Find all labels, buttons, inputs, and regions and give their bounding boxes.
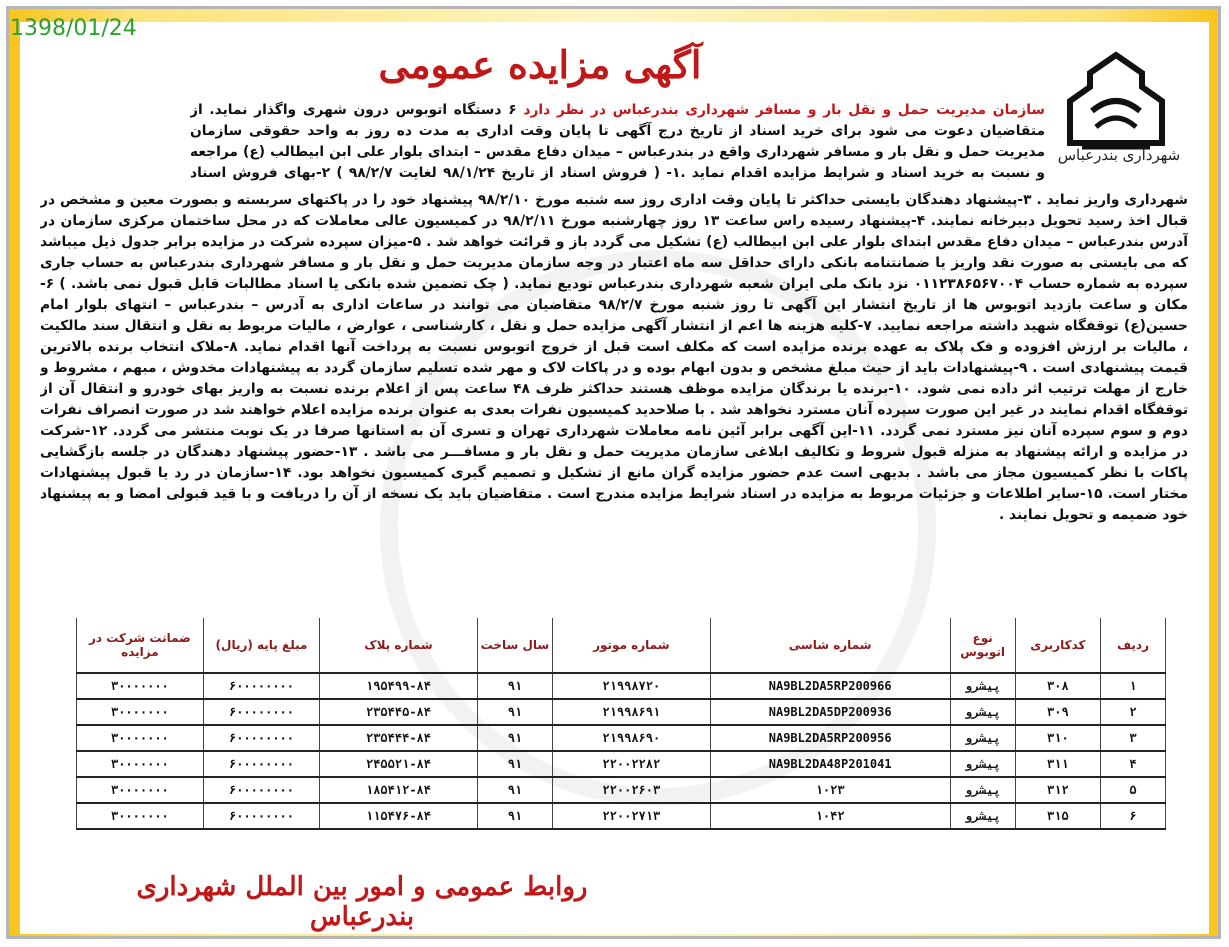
publish-date: 1398/01/24 bbox=[10, 16, 137, 41]
table-header-row bbox=[77, 618, 1166, 673]
cell: ۳۱۵ bbox=[1015, 803, 1101, 829]
cell: ۳۰۰۰۰۰۰۰ bbox=[77, 725, 204, 751]
intro-paragraph bbox=[190, 100, 1045, 186]
cell: پیشرو bbox=[950, 673, 1015, 699]
col-header: شماره موتور bbox=[553, 618, 711, 673]
cell: ۲۱۹۹۸۷۲۰ bbox=[553, 673, 711, 699]
col-header: کدکاربری bbox=[1015, 618, 1101, 673]
cell: ۱۰۲۳ bbox=[710, 777, 950, 803]
logo-caption: شهرداری بندرعباس bbox=[1057, 146, 1181, 164]
conditions-paragraph: شهرداری واریز نماید . ۳-پیشنهاد دهندگان بایستی حداکثر تا پایان وقت اداری روز سه شنبه مورخ ۹۸/۲/۱۰ پیشنهاد خود را در پاکتهای سربسته و بصورت معین و مشخص در قبال اخذ رسید تحویل دبیرخانه نمایند. ۴-پیشنهاد رسیده راس ساعت ۱۳ روز چهارشنبه مورخ ۹۸/۲/۱۱ در کمیسیون عالی معاملات که در محل ساختمان مرکزی سازمان در آدرس بندرعباس – میدان دفاع مقدس ابتدای بلوار علی ابن ابیطالب (ع) تشکیل می گردد باز و قرائت خواهد شد . ۵-میزان سپرده شرکت در مزایده برابر جدول ذیل میباشد که می بایستی به صورت نقد واریز یا ضمانتنامه بانکی دارای حداقل سه ماه اعتبار در وجه سازمان مدیریت حمل و نقل بار و مسافر شهرداری بندرعباس به حساب جاری سپرده به شماره حساب ۰۱۱۲۳۸۶۵۶۷۰۰۴ نزد بانک ملی ایران شعبه شهرداری بندرعباس تودیع نماید. ( چک تضمین شده بانکی یا اسناد مطالبات قابل قبول نمی باشد. ) ۶-مکان و ساعت بازدید اتوبوس ها از تاریخ انتشار این آگهی تا روز شنبه مورخ ۹۸/۲/۷ متقاضیان می توانند در ساعات اداری به آدرس – بندرعباس – انتهای بلوار امام حسین(ع) توقفگاه شهید داشته مراجعه نمایید. ۷-کلیه هزینه ها اعم از انتشار آگهی مزایده حمل و نقل ، کارشناسی ، عوارض ، مالیات مربوط به نقل و انتقال سند مالکیت ، مالیات بر ارزش افزوده و فک پلاک به عهده برنده مزایده است که مکلف است قبل از خروج اتوبوس نسبت به پرداخت آنها اقدام نماید. ۸-ملاک انتخاب برنده بالاترین قیمت پیشنهادی است . ۹-پیشنهادات باید از حیث مبلغ مشخص و بدون ابهام بوده و در پاکات لاک و مهر شده تسلیم سازمان گردد به پیشنهادات مخدوش ، مبهم ، مشروط و خارج از مهلت ترتیب اثر داده نمی شود. ۱۰-برنده یا برندگان مزایده موظف هستند حداکثر ظرف ۴۸ ساعت پس از اعلام برنده نسبت به واریز بهای خودرو و انتقال آن از توقفگاه اقدام نمایند در غیر این صورت سپرده آنان مسترد نخواهد شد . با صلاحدید کمیسیون نفرات بعدی به عنوان برنده مزایده اعلام خواهند شد در صورت انصراف نفرات دوم و سوم سپرده آنان نیز مسترد نمی گردد. ۱۱-این آگهی برابر آئین نامه معاملات شهرداری تهران و تسری آن به استانها صرفا در یک نوبت منتشر می گردد. ۱۲-شرکت در مزایده و ارائه پیشنهاد به منزله قبول شروط و تکالیف ابلاغی سازمان مدیریت حمل و نقل بار و مسافـــر می باشد . ۱۳-حضور پیشنهاد دهندگان در جلسه بازگشایی پاکات با نظر کمیسیون مجاز می باشد . بدیهی است عدم حضور مزایده گران مانع از تشکیل و تصمیم گیری کمیسیون نخواهد بود. ۱۴-سازمان در رد یا قبول پیشنهادات مختار است. ۱۵-سایر اطلاعات و جزئیات مربوط به مزایده در اسناد شرایط مزایده مندرج است . متقاضیان باید یک نسخه از آن را دریافت و با قید قبولی امضا و به پیشنهاد خود ضمیمه و تحویل نمایند . bbox=[40, 192, 1188, 523]
cell: ۶۰۰۰۰۰۰۰۰ bbox=[203, 725, 319, 751]
cell: ۱۸۵۴۱۲-۸۴ bbox=[320, 777, 478, 803]
col-header: شماره پلاک bbox=[320, 618, 478, 673]
cell: ۹۱ bbox=[477, 751, 552, 777]
table-row bbox=[77, 725, 1166, 751]
col-header: سال ساخت bbox=[477, 618, 552, 673]
cell: ۹۱ bbox=[477, 673, 552, 699]
buses-table bbox=[76, 618, 1166, 830]
cell: ۶۰۰۰۰۰۰۰۰ bbox=[203, 751, 319, 777]
cell: پیشرو bbox=[950, 751, 1015, 777]
cell: ۱۹۵۴۹۹-۸۴ bbox=[320, 673, 478, 699]
col-header: شماره شاسی bbox=[710, 618, 950, 673]
cell: ۶۰۰۰۰۰۰۰۰ bbox=[203, 699, 319, 725]
cell: ۳۰۸ bbox=[1015, 673, 1101, 699]
cell: ۴ bbox=[1101, 751, 1166, 777]
cell: ۶۰۰۰۰۰۰۰۰ bbox=[203, 673, 319, 699]
cell: ۳ bbox=[1101, 725, 1166, 751]
cell: پیشرو bbox=[950, 803, 1015, 829]
cell: ۳۱۲ bbox=[1015, 777, 1101, 803]
cell: ۲۲۰۰۲۶۰۳ bbox=[553, 777, 711, 803]
cell: ۳۰۰۰۰۰۰۰ bbox=[77, 751, 204, 777]
intro-text: ۶ دستگاه اتوبوس درون شهری واگذار نماید. از متقاضیان دعوت می شود برای خرید اسناد از تاریخ درج آگهی تا پایان وقت اداری به مدت ده روز به واحد حقوقی سازمان مدیریت حمل و نقل بار و مسافر شهرداری واقع در بندرعباس – میدان دفاع مقدس – ابتدای بلوار علی ابن ابیطالب (ع) مراجعه و نسبت به خرید اسناد و شرایط مزایده اقدام نماید .۱- ( فروش اسناد از تاریخ ۹۸/۱/۲۴ لغایت ۹۸/۲/۷ ) ۲-بهای فروش اسناد bbox=[190, 102, 1045, 181]
cell: ۲۴۵۵۲۱-۸۴ bbox=[320, 751, 478, 777]
cell: ۳۱۰ bbox=[1015, 725, 1101, 751]
cell: ۶ bbox=[1101, 803, 1166, 829]
table-row bbox=[77, 673, 1166, 699]
intro-lead: سازمان مدیریت حمل و نقل بار و مسافر شهرداری بندرعباس در نظر دارد bbox=[523, 102, 1045, 118]
cell: ۹۱ bbox=[477, 777, 552, 803]
cell: ۳۰۰۰۰۰۰۰ bbox=[77, 803, 204, 829]
cell: ۱۱۵۴۷۶-۸۴ bbox=[320, 803, 478, 829]
table-row bbox=[77, 777, 1166, 803]
footer-signature: روابط عمومی و امور بین الملل شهرداری بندرعباس bbox=[136, 872, 588, 932]
cell: پیشرو bbox=[950, 777, 1015, 803]
cell: ۹۱ bbox=[477, 699, 552, 725]
cell: ۹۱ bbox=[477, 803, 552, 829]
cell: پیشرو bbox=[950, 699, 1015, 725]
cell: ۶۰۰۰۰۰۰۰۰ bbox=[203, 803, 319, 829]
cell: NA9BL2DA5RP200966 bbox=[710, 673, 950, 699]
cell: ۱۰۴۲ bbox=[710, 803, 950, 829]
cell: ۶۰۰۰۰۰۰۰۰ bbox=[203, 777, 319, 803]
table-row bbox=[77, 803, 1166, 829]
table-row bbox=[77, 699, 1166, 725]
ad-title: آگهی مزایده عمومی bbox=[378, 42, 702, 87]
cell: ۲۳۵۴۴۵-۸۴ bbox=[320, 699, 478, 725]
cell: ۳۱۱ bbox=[1015, 751, 1101, 777]
col-header: ردیف bbox=[1101, 618, 1166, 673]
cell: ۲۱۹۹۸۶۹۱ bbox=[553, 699, 711, 725]
col-header: ضمانت شرکت در مزایده bbox=[77, 618, 204, 673]
cell: ۳۰۰۰۰۰۰۰ bbox=[77, 699, 204, 725]
cell: NA9BL2DA48P201041 bbox=[710, 751, 950, 777]
cell: ۲۲۰۰۲۷۱۳ bbox=[553, 803, 711, 829]
cell: ۲۲۰۰۲۲۸۲ bbox=[553, 751, 711, 777]
col-header: نوع اتوبوس bbox=[950, 618, 1015, 673]
cell: ۲۱۹۹۸۶۹۰ bbox=[553, 725, 711, 751]
cell: NA9BL2DA5RP200956 bbox=[710, 725, 950, 751]
cell: NA9BL2DA5DP200936 bbox=[710, 699, 950, 725]
cell: ۳۰۹ bbox=[1015, 699, 1101, 725]
cell: ۳۰۰۰۰۰۰۰ bbox=[77, 673, 204, 699]
cell: ۲ bbox=[1101, 699, 1166, 725]
cell: ۲۳۵۴۴۴-۸۴ bbox=[320, 725, 478, 751]
col-header: مبلغ پایه (ریال) bbox=[203, 618, 319, 673]
cell: ۱ bbox=[1101, 673, 1166, 699]
cell: پیشرو bbox=[950, 725, 1015, 751]
cell: ۵ bbox=[1101, 777, 1166, 803]
cell: ۳۰۰۰۰۰۰۰ bbox=[77, 777, 204, 803]
cell: ۹۱ bbox=[477, 725, 552, 751]
table-row bbox=[77, 751, 1166, 777]
